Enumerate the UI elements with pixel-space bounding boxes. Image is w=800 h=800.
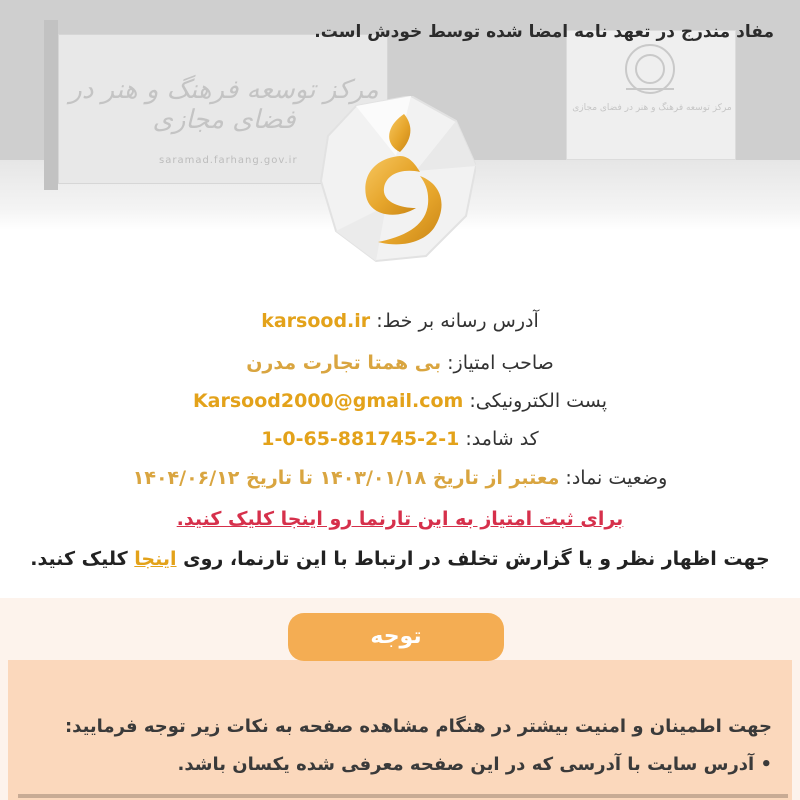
shamad-row — [0, 428, 800, 450]
banner-caption-cut-line — [14, 2, 774, 16]
shamad-label: کد شامد: — [465, 428, 539, 450]
status-label: وضعیت نماد: — [565, 467, 668, 489]
shamad-value: 1-0-65-881745-2-1 — [261, 428, 460, 450]
email-label: پست الکترونیکی: — [469, 390, 608, 412]
address-label: آدرس رسانه بر خط: — [376, 310, 539, 332]
report-row — [0, 548, 800, 570]
email-value[interactable]: Karsood2000@gmail.com — [192, 390, 464, 412]
banner-caption-text: مفاد مندرج در تعهد نامه امضا شده توسط خودش است. — [314, 22, 774, 42]
register-row — [0, 508, 800, 530]
status-value: معتبر از تاریخ ۱۴۰۳/۰۱/۱۸ تا تاریخ ۱۴۰۴/۰۶/۱۲ — [132, 467, 560, 489]
owner-value: بی همتا تجارت مدرن — [246, 352, 442, 374]
samandehi-emblem-icon — [316, 96, 476, 266]
notice-line-1: جهت اطمینان و امنیت بیشتر در هنگام مشاهده صفحه به نکات زیر توجه فرمایید: — [64, 716, 772, 737]
report-prefix: جهت اظهار نظر و یا گزارش تخلف در ارتباط با این تارنما، روی — [183, 548, 770, 570]
report-link[interactable]: اینجا — [134, 548, 177, 570]
banner-sign-title: مرکز توسعه فرهنگ و هنر در فضای مجازی — [69, 75, 379, 135]
banner-board-text: مرکز توسعه فرهنگ و هنر در فضای مجازی — [572, 103, 732, 113]
address-row — [0, 310, 800, 332]
banner-sign-url: saramad.farhang.gov.ir — [159, 155, 298, 166]
notice-cut-line — [18, 790, 788, 800]
notice-line-2: • آدرس سایت با آدرسی که در این صفحه معرفی شده یکسان باشد. — [177, 754, 772, 775]
email-row — [0, 390, 800, 412]
address-value[interactable]: karsood.ir — [261, 310, 371, 332]
banner-caption — [14, 2, 774, 48]
register-link[interactable]: برای ثبت امتیاز به این تارنما رو اینجا کلیک کنید. — [176, 508, 624, 530]
owner-row — [0, 352, 800, 374]
status-row — [0, 467, 800, 489]
owner-label: صاحب امتیاز: — [447, 352, 554, 374]
banner-board — [566, 30, 736, 160]
report-suffix: کلیک کنید. — [30, 548, 128, 570]
notice-title: توجه — [288, 613, 504, 661]
